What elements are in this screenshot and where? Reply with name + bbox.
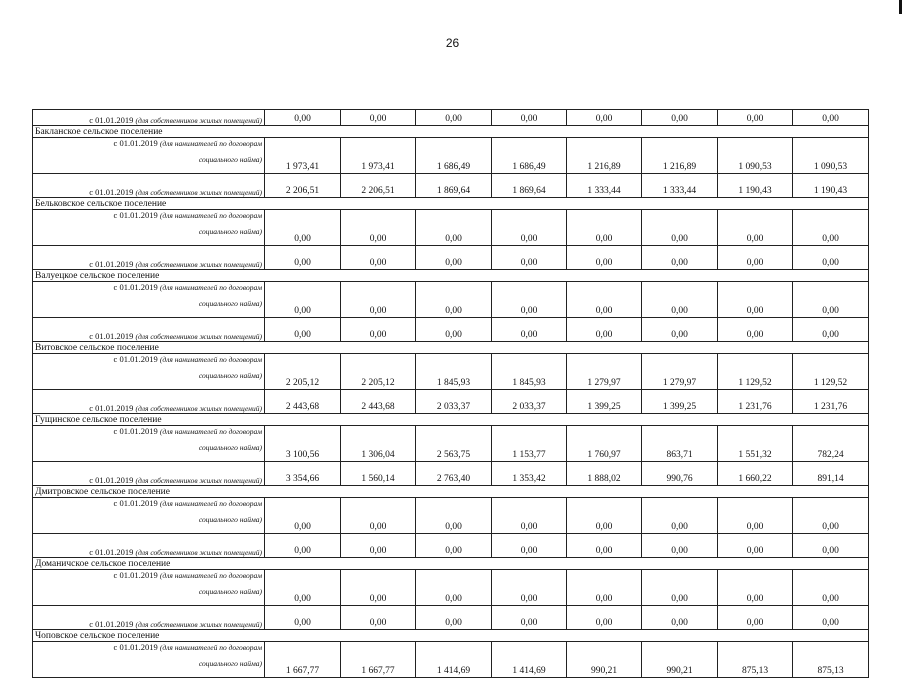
label-note: (для нанимателей по договорам	[159, 643, 262, 652]
value-cell: 0,00	[492, 282, 567, 318]
value-cell: 990,21	[642, 642, 718, 678]
value-cell: 1 306,04	[341, 426, 416, 462]
table-row	[33, 246, 869, 270]
value-cell: 0,00	[265, 570, 341, 606]
scan-mark	[899, 0, 902, 14]
label-note-2: социального найма)	[198, 155, 262, 164]
value-cell: 0,00	[718, 282, 793, 318]
value-cell: 1 845,93	[492, 354, 567, 390]
value-cell: 875,13	[793, 642, 869, 678]
value-cell: 1 551,32	[718, 426, 793, 462]
section-name: Дмитровское сельское поселение	[33, 486, 869, 498]
row-label-owner	[33, 534, 265, 558]
value-cell: 0,00	[265, 318, 341, 342]
value-cell: 1 090,53	[793, 138, 869, 174]
value-cell: 0,00	[341, 570, 416, 606]
value-cell: 0,00	[718, 498, 793, 534]
value-cell: 0,00	[341, 110, 416, 126]
row-label-owner	[33, 246, 265, 270]
label-date: с 01.01.2019	[113, 138, 158, 148]
value-cell: 3 354,66	[265, 462, 341, 486]
value-cell: 0,00	[416, 570, 492, 606]
row-label-tenant	[33, 642, 265, 678]
value-cell: 0,00	[492, 534, 567, 558]
value-cell: 1 129,52	[718, 354, 793, 390]
value-cell: 1 973,41	[265, 138, 341, 174]
value-cell: 0,00	[416, 110, 492, 126]
value-cell: 2 205,12	[341, 354, 416, 390]
value-cell: 0,00	[341, 318, 416, 342]
value-cell: 0,00	[642, 534, 718, 558]
label-note: (для собственников жилых помещений)	[135, 116, 262, 125]
row-label-owner	[33, 462, 265, 486]
table-row	[33, 282, 869, 318]
value-cell: 0,00	[793, 318, 869, 342]
label-date: с 01.01.2019	[113, 210, 158, 220]
value-cell: 0,00	[567, 210, 642, 246]
value-cell: 0,00	[793, 498, 869, 534]
row-label-tenant	[33, 354, 265, 390]
label-date: с 01.01.2019	[113, 642, 158, 652]
value-cell: 0,00	[416, 210, 492, 246]
row-label-tenant	[33, 282, 265, 318]
section-row	[33, 342, 869, 354]
table-row	[33, 462, 869, 486]
value-cell: 1 333,44	[567, 174, 642, 198]
value-cell: 1 353,42	[492, 462, 567, 486]
table-row	[33, 110, 869, 126]
label-note: (для собственников жилых помещений)	[135, 332, 262, 341]
value-cell: 0,00	[718, 534, 793, 558]
table-row	[33, 354, 869, 390]
value-cell: 1 190,43	[718, 174, 793, 198]
value-cell: 0,00	[341, 534, 416, 558]
label-date: с 01.01.2019	[113, 498, 158, 508]
value-cell: 1 279,97	[567, 354, 642, 390]
label-note-2: социального найма)	[198, 587, 262, 596]
label-note: (для нанимателей по договорам	[159, 571, 262, 580]
value-cell: 0,00	[642, 570, 718, 606]
section-name: Бакланское сельское поселение	[33, 126, 869, 138]
value-cell: 0,00	[492, 318, 567, 342]
table-row	[33, 390, 869, 414]
table-row	[33, 570, 869, 606]
section-name: Витовское сельское поселение	[33, 342, 869, 354]
label-note-2: социального найма)	[198, 659, 262, 668]
value-cell: 0,00	[492, 110, 567, 126]
section-row	[33, 414, 869, 426]
label-date: с 01.01.2019	[89, 115, 134, 125]
label-note: (для нанимателей по договорам	[159, 211, 262, 220]
value-cell: 0,00	[341, 498, 416, 534]
value-cell: 3 100,56	[265, 426, 341, 462]
value-cell: 0,00	[567, 246, 642, 270]
label-date: с 01.01.2019	[89, 187, 134, 197]
row-label-tenant	[33, 138, 265, 174]
value-cell: 0,00	[567, 534, 642, 558]
value-cell: 0,00	[642, 110, 718, 126]
section-row	[33, 558, 869, 570]
table-row	[33, 606, 869, 630]
table-row	[33, 318, 869, 342]
value-cell: 2 033,37	[492, 390, 567, 414]
value-cell: 0,00	[718, 210, 793, 246]
value-cell: 0,00	[416, 606, 492, 630]
value-cell: 0,00	[416, 534, 492, 558]
value-cell: 0,00	[341, 246, 416, 270]
value-cell: 0,00	[265, 606, 341, 630]
value-cell: 0,00	[416, 318, 492, 342]
value-cell: 0,00	[642, 318, 718, 342]
value-cell: 1 414,69	[492, 642, 567, 678]
value-cell: 0,00	[341, 282, 416, 318]
value-cell: 0,00	[793, 606, 869, 630]
value-cell: 1 869,64	[416, 174, 492, 198]
table-row	[33, 534, 869, 558]
value-cell: 2 443,68	[265, 390, 341, 414]
label-date: с 01.01.2019	[89, 475, 134, 485]
label-note-2: социального найма)	[198, 299, 262, 308]
value-cell: 1 129,52	[793, 354, 869, 390]
value-cell: 1 399,25	[642, 390, 718, 414]
value-cell: 0,00	[567, 318, 642, 342]
label-note: (для нанимателей по договорам	[159, 283, 262, 292]
value-cell: 0,00	[567, 570, 642, 606]
value-cell: 1 869,64	[492, 174, 567, 198]
row-label-tenant	[33, 498, 265, 534]
value-cell: 990,21	[567, 642, 642, 678]
value-cell: 0,00	[718, 606, 793, 630]
value-cell: 0,00	[793, 570, 869, 606]
value-cell: 1 216,89	[567, 138, 642, 174]
section-name: Валуецкое сельское поселение	[33, 270, 869, 282]
table-row	[33, 138, 869, 174]
value-cell: 0,00	[793, 110, 869, 126]
label-date: с 01.01.2019	[89, 331, 134, 341]
value-cell: 1 414,69	[416, 642, 492, 678]
value-cell: 1 231,76	[718, 390, 793, 414]
row-label-tenant	[33, 210, 265, 246]
label-note: (для собственников жилых помещений)	[135, 260, 262, 269]
value-cell: 1 090,53	[718, 138, 793, 174]
value-cell: 782,24	[793, 426, 869, 462]
value-cell: 2 205,12	[265, 354, 341, 390]
value-cell: 0,00	[492, 210, 567, 246]
value-cell: 0,00	[642, 246, 718, 270]
value-cell: 1 190,43	[793, 174, 869, 198]
value-cell: 2 206,51	[265, 174, 341, 198]
value-cell: 0,00	[793, 246, 869, 270]
table-row	[33, 642, 869, 678]
value-cell: 0,00	[642, 210, 718, 246]
value-cell: 0,00	[718, 318, 793, 342]
value-cell: 1 333,44	[642, 174, 718, 198]
value-cell: 0,00	[265, 246, 341, 270]
value-cell: 0,00	[642, 282, 718, 318]
section-row	[33, 126, 869, 138]
value-cell: 863,71	[642, 426, 718, 462]
value-cell: 2 443,68	[341, 390, 416, 414]
value-cell: 0,00	[793, 534, 869, 558]
value-cell: 0,00	[416, 282, 492, 318]
value-cell: 1 153,77	[492, 426, 567, 462]
value-cell: 0,00	[265, 498, 341, 534]
value-cell: 2 033,37	[416, 390, 492, 414]
label-date: с 01.01.2019	[89, 403, 134, 413]
table-row	[33, 210, 869, 246]
value-cell: 2 206,51	[341, 174, 416, 198]
value-cell: 0,00	[793, 210, 869, 246]
label-date: с 01.01.2019	[113, 426, 158, 436]
value-cell: 1 279,97	[642, 354, 718, 390]
value-cell: 0,00	[567, 498, 642, 534]
value-cell: 1 973,41	[341, 138, 416, 174]
value-cell: 891,14	[793, 462, 869, 486]
label-note-2: социального найма)	[198, 227, 262, 236]
value-cell: 0,00	[567, 110, 642, 126]
value-cell: 0,00	[642, 606, 718, 630]
value-cell: 0,00	[265, 282, 341, 318]
page-number: 26	[445, 36, 460, 50]
section-name: Доманичское сельское поселение	[33, 558, 869, 570]
value-cell: 0,00	[567, 282, 642, 318]
tariff-table	[32, 109, 869, 678]
label-note-2: социального найма)	[198, 371, 262, 380]
value-cell: 0,00	[265, 534, 341, 558]
section-row	[33, 270, 869, 282]
label-note: (для собственников жилых помещений)	[135, 476, 262, 485]
row-label-tenant	[33, 570, 265, 606]
label-date: с 01.01.2019	[113, 282, 158, 292]
label-date: с 01.01.2019	[89, 547, 134, 557]
value-cell: 0,00	[341, 210, 416, 246]
section-name: Чоповское сельское поселение	[33, 630, 869, 642]
section-name: Гущинское сельское поселение	[33, 414, 869, 426]
row-label-owner	[33, 606, 265, 630]
table-row	[33, 174, 869, 198]
value-cell: 0,00	[492, 246, 567, 270]
label-note-2: социального найма)	[198, 515, 262, 524]
row-label-owner	[33, 390, 265, 414]
value-cell: 1 660,22	[718, 462, 793, 486]
value-cell: 0,00	[718, 570, 793, 606]
label-note-2: социального найма)	[198, 443, 262, 452]
label-note: (для нанимателей по договорам	[159, 139, 262, 148]
value-cell: 0,00	[492, 570, 567, 606]
value-cell: 0,00	[416, 498, 492, 534]
value-cell: 0,00	[416, 246, 492, 270]
value-cell: 1 845,93	[416, 354, 492, 390]
label-note: (для нанимателей по договорам	[159, 427, 262, 436]
value-cell: 2 563,75	[416, 426, 492, 462]
label-date: с 01.01.2019	[113, 354, 158, 364]
row-label-owner	[33, 318, 265, 342]
value-cell: 1 686,49	[492, 138, 567, 174]
section-row	[33, 198, 869, 210]
value-cell: 0,00	[341, 606, 416, 630]
section-row	[33, 486, 869, 498]
label-note: (для собственников жилых помещений)	[135, 548, 262, 557]
label-date: с 01.01.2019	[89, 259, 134, 269]
value-cell: 1 216,89	[642, 138, 718, 174]
value-cell: 0,00	[265, 110, 341, 126]
value-cell: 0,00	[567, 606, 642, 630]
value-cell: 0,00	[718, 110, 793, 126]
label-note: (для нанимателей по договорам	[159, 355, 262, 364]
label-note: (для собственников жилых помещений)	[135, 620, 262, 629]
value-cell: 0,00	[642, 498, 718, 534]
value-cell: 1 667,77	[341, 642, 416, 678]
table-row	[33, 498, 869, 534]
value-cell: 1 760,97	[567, 426, 642, 462]
value-cell: 2 763,40	[416, 462, 492, 486]
row-label-owner	[33, 174, 265, 198]
value-cell: 0,00	[265, 210, 341, 246]
value-cell: 0,00	[793, 282, 869, 318]
value-cell: 875,13	[718, 642, 793, 678]
label-date: с 01.01.2019	[89, 619, 134, 629]
row-label-tenant	[33, 426, 265, 462]
value-cell: 0,00	[492, 498, 567, 534]
section-name: Бельковское сельское поселение	[33, 198, 869, 210]
value-cell: 1 667,77	[265, 642, 341, 678]
table-row	[33, 426, 869, 462]
value-cell: 1 888,02	[567, 462, 642, 486]
row-label-owner	[33, 110, 265, 126]
label-date: с 01.01.2019	[113, 570, 158, 580]
value-cell: 1 399,25	[567, 390, 642, 414]
value-cell: 0,00	[492, 606, 567, 630]
label-note: (для нанимателей по договорам	[159, 499, 262, 508]
value-cell: 1 560,14	[341, 462, 416, 486]
label-note: (для собственников жилых помещений)	[135, 404, 262, 413]
value-cell: 0,00	[718, 246, 793, 270]
value-cell: 1 686,49	[416, 138, 492, 174]
value-cell: 1 231,76	[793, 390, 869, 414]
label-note: (для собственников жилых помещений)	[135, 188, 262, 197]
value-cell: 990,76	[642, 462, 718, 486]
